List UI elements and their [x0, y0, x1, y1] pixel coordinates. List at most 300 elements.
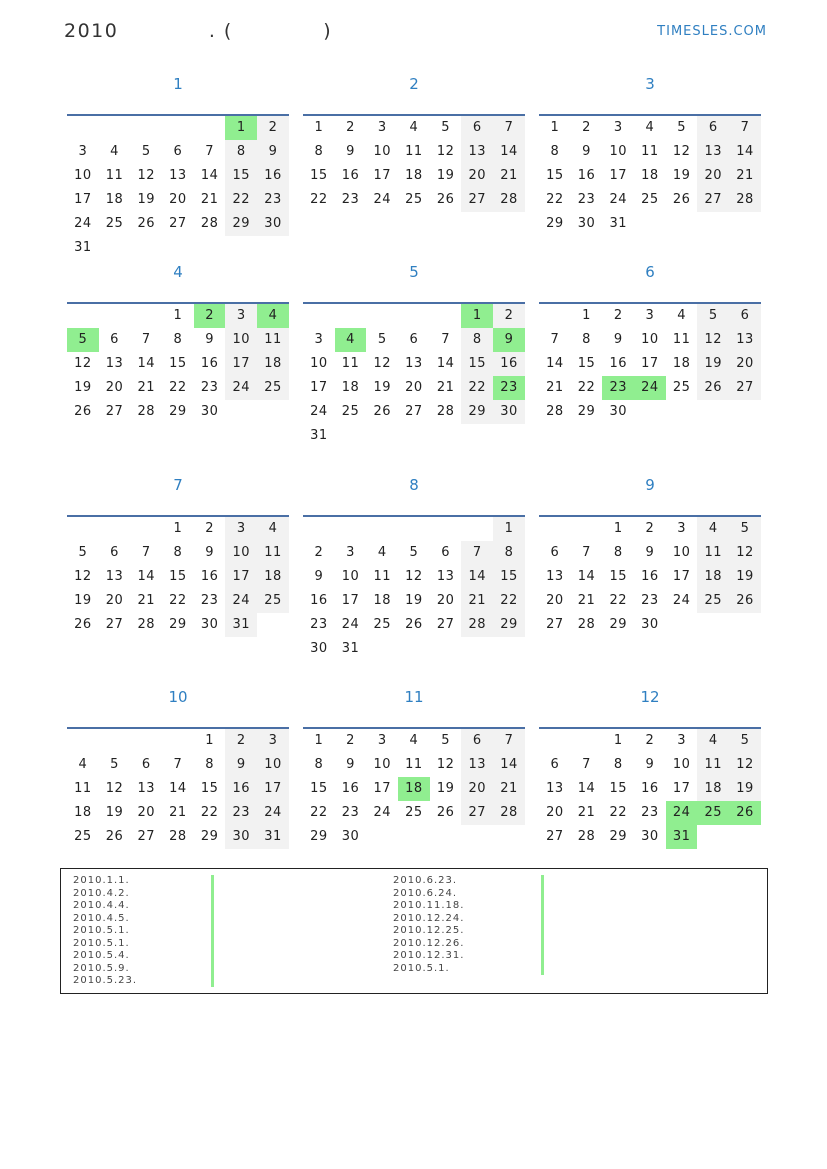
day-cell[interactable]: 8	[550, 144, 560, 159]
day-cell[interactable]: 10	[672, 545, 691, 560]
day-cell[interactable]: 7	[205, 144, 214, 159]
day-cell[interactable]: 19	[436, 781, 455, 796]
day-cell[interactable]: 16	[493, 352, 525, 376]
day-cell[interactable]: 27	[169, 216, 187, 231]
day-cell[interactable]: 17	[672, 569, 691, 584]
day-cell[interactable]: 13	[105, 356, 124, 371]
day-cell[interactable]: 5	[377, 332, 387, 347]
day-cell[interactable]: 11	[697, 541, 729, 565]
day-cell[interactable]: 12	[373, 356, 391, 371]
day-cell[interactable]: 25	[641, 192, 659, 207]
day-cell[interactable]: 21	[200, 192, 219, 207]
day-cell[interactable]: 29	[461, 400, 493, 424]
day-cell[interactable]: 15	[225, 164, 257, 188]
day-cell[interactable]: 7	[441, 332, 450, 347]
day-cell[interactable]: 26	[729, 801, 761, 825]
day-cell[interactable]: 16	[200, 569, 219, 584]
day-cell[interactable]: 27	[137, 829, 155, 844]
day-cell[interactable]: 30	[493, 400, 525, 424]
day-cell[interactable]: 19	[672, 168, 691, 183]
day-cell[interactable]: 11	[105, 168, 124, 183]
day-cell[interactable]: 13	[137, 781, 155, 796]
day-cell[interactable]: 15	[169, 569, 187, 584]
day-cell[interactable]: 18	[257, 352, 289, 376]
day-cell[interactable]: 21	[577, 593, 596, 608]
day-cell[interactable]: 8	[173, 545, 183, 560]
day-cell[interactable]: 6	[461, 116, 493, 140]
day-cell[interactable]: 9	[346, 144, 355, 159]
day-cell[interactable]: 27	[546, 829, 564, 844]
day-cell[interactable]: 8	[225, 140, 257, 164]
day-cell[interactable]: 8	[205, 757, 214, 772]
day-cell[interactable]: 31	[341, 641, 360, 656]
day-cell[interactable]: 13	[436, 569, 455, 584]
day-cell[interactable]: 11	[405, 757, 423, 772]
day-cell[interactable]: 22	[200, 805, 219, 820]
day-cell[interactable]: 25	[405, 192, 423, 207]
day-cell[interactable]: 2	[314, 545, 324, 560]
day-cell[interactable]: 4	[257, 517, 289, 541]
day-cell[interactable]: 7	[582, 757, 591, 772]
day-cell[interactable]: 22	[577, 380, 596, 395]
day-cell[interactable]: 24	[373, 805, 391, 820]
day-cell[interactable]: 20	[461, 777, 493, 801]
day-cell[interactable]: 24	[257, 801, 289, 825]
day-cell[interactable]: 1	[314, 733, 324, 748]
day-cell[interactable]: 24	[672, 593, 691, 608]
day-cell[interactable]: 18	[398, 777, 430, 801]
day-cell[interactable]: 12	[436, 144, 455, 159]
day-cell[interactable]: 7	[550, 332, 560, 347]
day-cell[interactable]: 6	[550, 757, 560, 772]
day-cell[interactable]: 11	[697, 753, 729, 777]
day-cell[interactable]: 29	[200, 829, 219, 844]
day-cell[interactable]: 4	[697, 517, 729, 541]
day-cell[interactable]: 31	[310, 428, 328, 443]
day-cell[interactable]: 6	[697, 116, 729, 140]
day-cell[interactable]: 23	[225, 801, 257, 825]
day-cell[interactable]: 15	[200, 781, 219, 796]
day-cell[interactable]: 3	[225, 517, 257, 541]
day-cell[interactable]: 13	[729, 328, 761, 352]
day-cell[interactable]: 14	[577, 569, 596, 584]
day-cell[interactable]: 16	[257, 164, 289, 188]
day-cell[interactable]: 13	[169, 168, 187, 183]
day-cell[interactable]: 10	[225, 541, 257, 565]
day-cell[interactable]: 3	[677, 733, 686, 748]
day-cell[interactable]: 1	[493, 517, 525, 541]
day-cell[interactable]: 7	[493, 116, 525, 140]
day-cell[interactable]: 15	[546, 168, 564, 183]
day-cell[interactable]: 22	[609, 805, 627, 820]
day-cell[interactable]: 9	[613, 332, 623, 347]
day-cell[interactable]: 3	[645, 308, 655, 323]
day-cell[interactable]: 8	[314, 757, 324, 772]
day-cell[interactable]: 10	[373, 757, 391, 772]
day-cell[interactable]: 19	[137, 192, 155, 207]
day-cell[interactable]: 18	[105, 192, 124, 207]
day-cell[interactable]: 14	[461, 565, 493, 589]
day-cell[interactable]: 29	[169, 404, 187, 419]
day-cell[interactable]: 28	[137, 617, 155, 632]
day-cell[interactable]: 22	[609, 593, 627, 608]
day-cell[interactable]: 1	[225, 116, 257, 140]
day-cell[interactable]: 26	[74, 404, 92, 419]
day-cell[interactable]: 31	[74, 240, 92, 255]
day-cell[interactable]: 11	[405, 144, 423, 159]
day-cell[interactable]: 23	[200, 380, 219, 395]
day-cell[interactable]: 19	[405, 593, 423, 608]
day-cell[interactable]: 29	[609, 829, 627, 844]
day-cell[interactable]: 20	[461, 164, 493, 188]
day-cell[interactable]: 22	[461, 376, 493, 400]
day-cell[interactable]: 16	[225, 777, 257, 801]
day-cell[interactable]: 23	[310, 617, 328, 632]
day-cell[interactable]: 18	[641, 168, 659, 183]
day-cell[interactable]: 18	[341, 380, 360, 395]
day-cell[interactable]: 3	[613, 120, 623, 135]
day-cell[interactable]: 7	[173, 757, 183, 772]
day-cell[interactable]: 26	[436, 192, 455, 207]
day-cell[interactable]: 8	[461, 328, 493, 352]
day-cell[interactable]: 21	[546, 380, 564, 395]
day-cell[interactable]: 7	[141, 332, 151, 347]
day-cell[interactable]: 28	[493, 188, 525, 212]
day-cell[interactable]: 25	[257, 376, 289, 400]
day-cell[interactable]: 22	[310, 192, 328, 207]
day-cell[interactable]: 19	[436, 168, 455, 183]
day-cell[interactable]: 1	[173, 521, 183, 536]
day-cell[interactable]: 25	[405, 805, 423, 820]
day-cell[interactable]: 4	[645, 120, 655, 135]
day-cell[interactable]: 16	[310, 593, 328, 608]
day-cell[interactable]: 25	[697, 589, 729, 613]
day-cell[interactable]: 26	[105, 829, 124, 844]
day-cell[interactable]: 15	[310, 781, 328, 796]
day-cell[interactable]: 8	[582, 332, 591, 347]
day-cell[interactable]: 17	[74, 192, 92, 207]
day-cell[interactable]: 17	[225, 565, 257, 589]
day-cell[interactable]: 29	[225, 212, 257, 236]
day-cell[interactable]: 9	[645, 757, 655, 772]
day-cell[interactable]: 5	[409, 545, 419, 560]
day-cell[interactable]: 2	[613, 308, 623, 323]
day-cell[interactable]: 20	[729, 352, 761, 376]
day-cell[interactable]: 18	[373, 593, 391, 608]
day-cell[interactable]: 26	[729, 589, 761, 613]
day-cell[interactable]: 24	[666, 801, 698, 825]
day-cell[interactable]: 31	[225, 613, 257, 637]
day-cell[interactable]: 24	[609, 192, 627, 207]
day-cell[interactable]: 29	[169, 617, 187, 632]
day-cell[interactable]: 6	[409, 332, 419, 347]
day-cell[interactable]: 23	[493, 376, 525, 400]
day-cell[interactable]: 13	[461, 140, 493, 164]
day-cell[interactable]: 11	[257, 541, 289, 565]
day-cell[interactable]: 20	[105, 380, 124, 395]
day-cell[interactable]: 30	[609, 404, 627, 419]
day-cell[interactable]: 24	[74, 216, 92, 231]
day-cell[interactable]: 19	[729, 777, 761, 801]
day-cell[interactable]: 11	[641, 144, 659, 159]
day-cell[interactable]: 23	[641, 805, 659, 820]
day-cell[interactable]: 27	[405, 404, 423, 419]
day-cell[interactable]: 11	[341, 356, 360, 371]
day-cell[interactable]: 19	[373, 380, 391, 395]
day-cell[interactable]: 29	[493, 613, 525, 637]
day-cell[interactable]: 3	[377, 120, 387, 135]
day-cell[interactable]: 14	[577, 781, 596, 796]
day-cell[interactable]: 1	[205, 733, 214, 748]
day-cell[interactable]: 2	[346, 120, 355, 135]
day-cell[interactable]: 2	[493, 304, 525, 328]
day-cell[interactable]: 28	[461, 613, 493, 637]
day-cell[interactable]: 13	[461, 753, 493, 777]
day-cell[interactable]: 17	[341, 593, 360, 608]
day-cell[interactable]: 5	[441, 120, 450, 135]
day-cell[interactable]: 5	[78, 545, 88, 560]
day-cell[interactable]: 8	[493, 541, 525, 565]
day-cell[interactable]: 3	[314, 332, 324, 347]
day-cell[interactable]: 19	[697, 352, 729, 376]
day-cell[interactable]: 6	[110, 332, 119, 347]
day-cell[interactable]: 20	[546, 805, 564, 820]
day-cell[interactable]: 25	[341, 404, 360, 419]
day-cell[interactable]: 29	[609, 617, 627, 632]
day-cell[interactable]: 25	[672, 380, 691, 395]
day-cell[interactable]: 12	[672, 144, 691, 159]
day-cell[interactable]: 24	[225, 589, 257, 613]
day-cell[interactable]: 26	[74, 617, 92, 632]
day-cell[interactable]: 1	[613, 521, 623, 536]
day-cell[interactable]: 16	[641, 569, 659, 584]
day-cell[interactable]: 6	[173, 144, 183, 159]
day-cell[interactable]: 9	[493, 328, 525, 352]
day-cell[interactable]: 26	[672, 192, 691, 207]
day-cell[interactable]: 26	[137, 216, 155, 231]
day-cell[interactable]: 22	[169, 380, 187, 395]
day-cell[interactable]: 4	[78, 757, 88, 772]
day-cell[interactable]: 17	[373, 781, 391, 796]
day-cell[interactable]: 23	[341, 192, 360, 207]
day-cell[interactable]: 9	[645, 545, 655, 560]
day-cell[interactable]: 4	[409, 120, 419, 135]
day-cell[interactable]: 1	[314, 120, 324, 135]
brand-logo[interactable]: TIMESLES.COM	[657, 24, 767, 39]
day-cell[interactable]: 21	[461, 589, 493, 613]
day-cell[interactable]: 10	[257, 753, 289, 777]
day-cell[interactable]: 6	[461, 729, 493, 753]
day-cell[interactable]: 15	[577, 356, 596, 371]
day-cell[interactable]: 28	[546, 404, 564, 419]
day-cell[interactable]: 7	[729, 116, 761, 140]
day-cell[interactable]: 29	[577, 404, 596, 419]
day-cell[interactable]: 15	[493, 565, 525, 589]
day-cell[interactable]: 9	[205, 545, 214, 560]
day-cell[interactable]: 10	[310, 356, 328, 371]
day-cell[interactable]: 1	[582, 308, 591, 323]
day-cell[interactable]: 26	[697, 376, 729, 400]
day-cell[interactable]: 2	[346, 733, 355, 748]
day-cell[interactable]: 2	[645, 733, 655, 748]
day-cell[interactable]: 13	[105, 569, 124, 584]
day-cell[interactable]: 13	[405, 356, 423, 371]
day-cell[interactable]: 17	[257, 777, 289, 801]
day-cell[interactable]: 10	[609, 144, 627, 159]
day-cell[interactable]: 20	[169, 192, 187, 207]
day-cell[interactable]: 8	[173, 332, 183, 347]
day-cell[interactable]: 17	[641, 356, 659, 371]
day-cell[interactable]: 21	[577, 805, 596, 820]
day-cell[interactable]: 10	[74, 168, 92, 183]
day-cell[interactable]: 28	[137, 404, 155, 419]
day-cell[interactable]: 13	[546, 569, 564, 584]
day-cell[interactable]: 7	[461, 541, 493, 565]
day-cell[interactable]: 16	[577, 168, 596, 183]
day-cell[interactable]: 5	[110, 757, 119, 772]
day-cell[interactable]: 17	[310, 380, 328, 395]
day-cell[interactable]: 16	[641, 781, 659, 796]
day-cell[interactable]: 1	[613, 733, 623, 748]
day-cell[interactable]: 30	[341, 829, 360, 844]
day-cell[interactable]: 9	[205, 332, 214, 347]
day-cell[interactable]: 15	[310, 168, 328, 183]
day-cell[interactable]: 6	[550, 545, 560, 560]
day-cell[interactable]: 22	[169, 593, 187, 608]
day-cell[interactable]: 27	[105, 404, 124, 419]
day-cell[interactable]: 20	[697, 164, 729, 188]
day-cell[interactable]: 28	[169, 829, 187, 844]
day-cell[interactable]: 2	[225, 729, 257, 753]
day-cell[interactable]: 14	[546, 356, 564, 371]
day-cell[interactable]: 6	[110, 545, 119, 560]
day-cell[interactable]: 8	[613, 545, 623, 560]
day-cell[interactable]: 6	[729, 304, 761, 328]
day-cell[interactable]: 19	[74, 380, 92, 395]
day-cell[interactable]: 7	[493, 729, 525, 753]
day-cell[interactable]: 23	[200, 593, 219, 608]
day-cell[interactable]: 19	[105, 805, 124, 820]
day-cell[interactable]: 27	[729, 376, 761, 400]
day-cell[interactable]: 17	[225, 352, 257, 376]
day-cell[interactable]: 10	[341, 569, 360, 584]
day-cell[interactable]: 30	[310, 641, 328, 656]
day-cell[interactable]: 26	[373, 404, 391, 419]
day-cell[interactable]: 23	[257, 188, 289, 212]
day-cell[interactable]: 14	[137, 569, 155, 584]
day-cell[interactable]: 3	[257, 729, 289, 753]
day-cell[interactable]: 27	[461, 188, 493, 212]
day-cell[interactable]: 27	[461, 801, 493, 825]
day-cell[interactable]: 4	[697, 729, 729, 753]
day-cell[interactable]: 16	[341, 168, 360, 183]
day-cell[interactable]: 24	[373, 192, 391, 207]
day-cell[interactable]: 22	[225, 188, 257, 212]
day-cell[interactable]: 2	[194, 304, 226, 328]
day-cell[interactable]: 10	[641, 332, 659, 347]
day-cell[interactable]: 12	[729, 753, 761, 777]
day-cell[interactable]: 9	[257, 140, 289, 164]
day-cell[interactable]: 15	[609, 781, 627, 796]
day-cell[interactable]: 8	[314, 144, 324, 159]
day-cell[interactable]: 10	[672, 757, 691, 772]
day-cell[interactable]: 27	[697, 188, 729, 212]
day-cell[interactable]: 22	[493, 589, 525, 613]
day-cell[interactable]: 14	[729, 140, 761, 164]
day-cell[interactable]: 12	[436, 757, 455, 772]
day-cell[interactable]: 12	[405, 569, 423, 584]
day-cell[interactable]: 25	[697, 801, 729, 825]
day-cell[interactable]: 3	[225, 304, 257, 328]
day-cell[interactable]: 9	[314, 569, 324, 584]
day-cell[interactable]: 23	[341, 805, 360, 820]
day-cell[interactable]: 28	[577, 829, 596, 844]
day-cell[interactable]: 12	[74, 356, 92, 371]
day-cell[interactable]: 17	[609, 168, 627, 183]
day-cell[interactable]: 20	[546, 593, 564, 608]
day-cell[interactable]: 31	[257, 825, 289, 849]
day-cell[interactable]: 14	[169, 781, 187, 796]
day-cell[interactable]: 4	[110, 144, 119, 159]
day-cell[interactable]: 18	[405, 168, 423, 183]
day-cell[interactable]: 26	[405, 617, 423, 632]
day-cell[interactable]: 22	[546, 192, 564, 207]
day-cell[interactable]: 24	[310, 404, 328, 419]
day-cell[interactable]: 25	[74, 829, 92, 844]
day-cell[interactable]: 18	[697, 777, 729, 801]
day-cell[interactable]: 29	[310, 829, 328, 844]
day-cell[interactable]: 22	[310, 805, 328, 820]
day-cell[interactable]: 28	[729, 188, 761, 212]
day-cell[interactable]: 27	[436, 617, 455, 632]
day-cell[interactable]: 12	[729, 541, 761, 565]
day-cell[interactable]: 10	[225, 328, 257, 352]
day-cell[interactable]: 14	[493, 140, 525, 164]
day-cell[interactable]: 30	[577, 216, 596, 231]
day-cell[interactable]: 30	[641, 617, 659, 632]
day-cell[interactable]: 18	[257, 565, 289, 589]
day-cell[interactable]: 8	[613, 757, 623, 772]
day-cell[interactable]: 26	[436, 805, 455, 820]
day-cell[interactable]: 14	[493, 753, 525, 777]
day-cell[interactable]: 13	[546, 781, 564, 796]
day-cell[interactable]: 24	[634, 376, 666, 400]
day-cell[interactable]: 21	[493, 164, 525, 188]
day-cell[interactable]: 13	[697, 140, 729, 164]
day-cell[interactable]: 9	[346, 757, 355, 772]
day-cell[interactable]: 15	[461, 352, 493, 376]
day-cell[interactable]: 27	[546, 617, 564, 632]
day-cell[interactable]: 21	[169, 805, 187, 820]
day-cell[interactable]: 6	[441, 545, 450, 560]
day-cell[interactable]: 21	[493, 777, 525, 801]
day-cell[interactable]: 28	[436, 404, 455, 419]
day-cell[interactable]: 5	[729, 517, 761, 541]
day-cell[interactable]: 11	[257, 328, 289, 352]
day-cell[interactable]: 29	[546, 216, 564, 231]
day-cell[interactable]: 23	[602, 376, 634, 400]
day-cell[interactable]: 11	[74, 781, 92, 796]
day-cell[interactable]: 1	[550, 120, 560, 135]
day-cell[interactable]: 9	[582, 144, 591, 159]
day-cell[interactable]: 5	[141, 144, 151, 159]
day-cell[interactable]: 27	[105, 617, 124, 632]
day-cell[interactable]: 4	[377, 545, 387, 560]
day-cell[interactable]: 30	[200, 617, 219, 632]
day-cell[interactable]: 20	[137, 805, 155, 820]
day-cell[interactable]: 2	[645, 521, 655, 536]
day-cell[interactable]: 3	[677, 521, 686, 536]
